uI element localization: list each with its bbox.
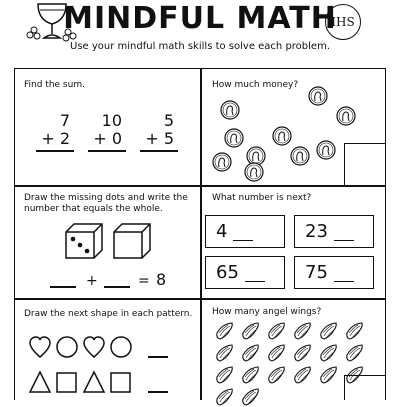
penny-coin-icon [290,146,310,166]
circle-shape [57,337,77,357]
circle-shape [111,337,131,357]
angel-wing-icon [318,365,340,385]
penny-coin-icon [272,126,292,146]
sum-problem-3-top: 5 [163,111,174,130]
heart-shape [84,337,104,357]
angel-wing-icon [292,321,314,341]
angel-wing-icon [266,365,288,385]
angel-wing-icon [344,321,366,341]
penny-coin-icon [336,106,356,126]
penny-coin-icon [244,162,264,182]
penny-coin-icon [212,152,232,172]
sum-problem-3-line [140,150,178,152]
dots-plus: + [86,273,98,289]
dots-blank-2[interactable] [104,286,130,288]
dots-equals: = [138,273,150,289]
angel-wing-icon [344,343,366,363]
grid-divider-vertical [200,68,202,400]
die-icon [64,222,104,260]
angel-wing-icon [214,343,236,363]
angel-wing-icon [214,321,236,341]
angel-wing-icon [214,365,236,385]
dots-label-line1: Draw the missing dots and write the [24,193,188,203]
angel-wing-icon [240,387,262,407]
sum-problem-2-bottom: + 0 [93,129,122,148]
ihs-logo: IHS [325,4,361,40]
square-shape [111,373,130,392]
sum-problem-2-line [88,150,126,152]
grid-divider-row2 [14,298,386,300]
square-shape [57,373,76,392]
penny-coin-icon [224,128,244,148]
sum-problem-1-top: 7 [59,111,70,130]
angel-wing-icon [240,343,262,363]
sum-problem-1-bottom: + 2 [41,129,70,148]
angel-wing-icon [214,387,236,407]
dots-blank-1[interactable] [50,286,76,288]
angel-wing-icon [240,321,262,341]
penny-coin-icon [220,100,240,120]
sum-problem-2-top: 10 [101,111,122,130]
dots-label-line2: number that equals the whole. [24,204,163,214]
page-title: MINDFUL MATH [63,1,337,36]
next-number-box-2[interactable]: 23 [294,215,374,248]
angel-wing-icon [240,365,262,385]
angel-wing-icon [292,365,314,385]
wings-label: How many angel wings? [212,307,322,317]
triangle-shape [84,372,104,392]
shape-pattern-row-1 [28,335,158,361]
sum-problem-3-bottom: + 5 [145,129,174,148]
shapes-blank-1[interactable] [148,356,168,358]
instructions-subtitle: Use your mindful math skills to solve each problem. [70,41,330,52]
money-label: How much money? [212,80,299,90]
blank-die-icon[interactable] [112,222,152,260]
wings-answer-box[interactable] [344,375,386,400]
grid-divider-row1 [14,185,386,187]
sum-label: Find the sum. [24,80,85,90]
dots-whole: 8 [156,270,167,289]
next-number-box-4[interactable]: 75 [294,256,374,289]
angel-wing-icon [266,343,288,363]
angel-wing-icon [292,343,314,363]
next-number-label: What number is next? [212,193,312,203]
angel-wing-icon [318,321,340,341]
shapes-blank-2[interactable] [148,391,168,393]
next-number-box-3[interactable]: 65 [205,256,285,289]
penny-coin-icon [316,140,336,160]
shape-pattern-row-2 [28,370,158,396]
angel-wing-icon [318,343,340,363]
money-answer-box[interactable] [344,143,386,185]
sum-problem-1-line [36,150,74,152]
next-number-box-1[interactable]: 4 [205,215,285,248]
shapes-label: Draw the next shape in each pattern. [24,309,193,319]
triangle-shape [30,372,50,392]
angel-wing-icon [266,321,288,341]
heart-shape [30,337,50,357]
penny-coin-icon [308,86,328,106]
